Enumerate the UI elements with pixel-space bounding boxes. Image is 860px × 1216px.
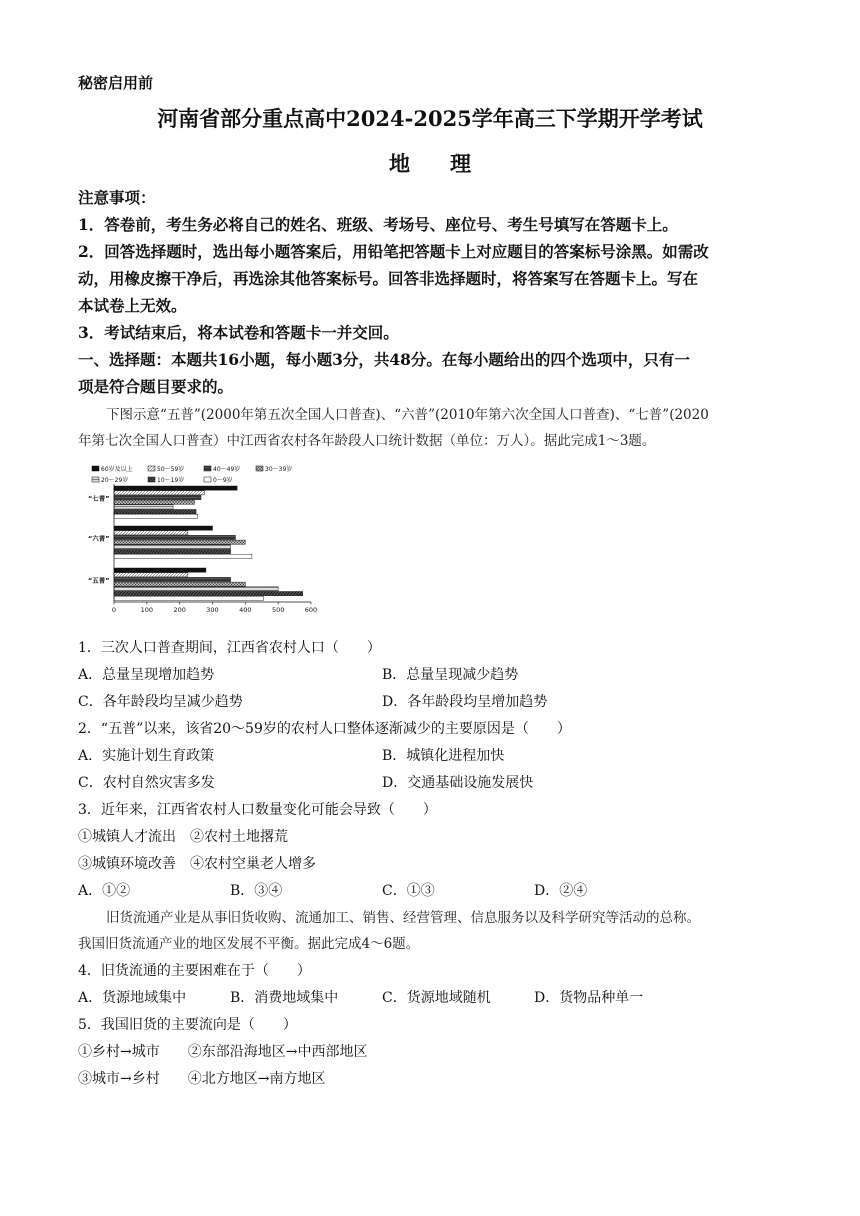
legend-swatch bbox=[92, 466, 99, 471]
x-tick-label: 600 bbox=[304, 606, 318, 614]
legend-label: 40～49岁 bbox=[213, 466, 241, 473]
bar bbox=[114, 582, 245, 586]
bar bbox=[114, 495, 201, 499]
bar bbox=[114, 531, 188, 535]
q4-stem: 4．旧货流通的主要困难在于（ ） bbox=[78, 963, 311, 979]
notice-item-2: 2．回答选择题时，选出每小题答案后，用铅笔把答题卡上对应题目的答案标号涂黑。如需改 bbox=[78, 242, 709, 261]
legend-swatch bbox=[92, 477, 99, 482]
legend-label: 60岁及以上 bbox=[101, 466, 133, 473]
x-tick-label: 300 bbox=[206, 606, 219, 614]
category-label: “五普” bbox=[88, 576, 110, 585]
section-heading: 一、选择题：本题共16小题，每小题3分，共48分。在每小题给出的四个选项中，只有一 bbox=[78, 350, 690, 369]
subject-title: 地理 bbox=[389, 151, 511, 176]
legend-swatch bbox=[148, 477, 155, 482]
q3-option-d: D．②④ bbox=[534, 883, 588, 899]
legend-swatch bbox=[148, 466, 155, 471]
q5-statements-2: ③城市→乡村 ④北方地区→南方地区 bbox=[78, 1071, 326, 1087]
bar bbox=[114, 568, 206, 572]
bar bbox=[114, 596, 263, 600]
bar bbox=[114, 505, 173, 509]
x-tick-label: 500 bbox=[271, 606, 285, 614]
bar bbox=[114, 550, 231, 554]
q2-option-d: D．交通基础设施发展快 bbox=[382, 775, 534, 791]
bar bbox=[114, 573, 188, 577]
q1-option-d: D．各年龄段均呈增加趋势 bbox=[382, 694, 548, 710]
legend-swatch bbox=[204, 477, 211, 482]
legend-label: 0～9岁 bbox=[213, 477, 233, 484]
bar bbox=[114, 526, 213, 530]
bar bbox=[114, 514, 198, 518]
notice-item-1: 1．答卷前，考生务必将自己的姓名、班级、考场号、座位号、考生号填写在答题卡上。 bbox=[78, 215, 678, 234]
q3-stem: 3．近年来，江西省农村人口数量变化可能会导致（ ） bbox=[78, 802, 437, 818]
bar bbox=[114, 592, 303, 596]
bar bbox=[114, 587, 278, 591]
notice-item-3: 3．考试结束后，将本试卷和答题卡一并交回。 bbox=[78, 323, 399, 342]
q2-option-a: A．实施计划生育政策 bbox=[78, 748, 215, 764]
notice-item-2-end: 本试卷上无效。 bbox=[78, 296, 187, 315]
q3-option-a: A．①② bbox=[78, 883, 131, 899]
q1-option-a: A．总量呈现增加趋势 bbox=[78, 667, 215, 683]
q1-option-b: B．总量呈现减少趋势 bbox=[382, 667, 519, 683]
x-tick-label: 0 bbox=[111, 606, 117, 614]
q3-statements-2: ③城镇环境改善 ④农村空巢老人增多 bbox=[78, 856, 316, 872]
q3-option-b: B．③④ bbox=[230, 883, 283, 899]
intro2-line1: 旧货流通产业是从事旧货收购、流通加工、销售、经营管理、信息服务以及科学研究等活动的总称。 bbox=[106, 910, 700, 926]
q1-option-c: C．各年龄段均呈减少趋势 bbox=[78, 694, 243, 710]
bar bbox=[114, 535, 235, 539]
q4-option-a: A．货源地域集中 bbox=[78, 990, 187, 1006]
bar bbox=[114, 500, 194, 504]
notice-heading: 注意事项： bbox=[78, 188, 156, 207]
x-tick-label: 400 bbox=[239, 606, 252, 614]
bar bbox=[114, 545, 231, 549]
section-heading-cont: 项是符合题目要求的。 bbox=[78, 377, 234, 396]
q2-stem: 2．“五普”以来，该省20～59岁的农村人口整体逐渐减少的主要原因是（ ） bbox=[78, 721, 571, 737]
legend-label: 30～39岁 bbox=[265, 466, 293, 473]
intro2-line2: 我国旧货流通产业的地区发展不平衡。据此完成4～6题。 bbox=[78, 936, 420, 952]
legend-swatch bbox=[256, 466, 263, 471]
q3-option-c: C．①③ bbox=[382, 883, 435, 899]
legend-swatch bbox=[204, 466, 211, 471]
q4-option-c: C．货源地域随机 bbox=[382, 990, 491, 1006]
bar bbox=[114, 510, 196, 514]
bar bbox=[114, 554, 252, 558]
bar bbox=[114, 486, 237, 490]
legend-label: 50～59岁 bbox=[157, 466, 185, 473]
legend-label: 20～29岁 bbox=[101, 477, 129, 484]
q5-stem: 5．我国旧货的主要流向是（ ） bbox=[78, 1017, 297, 1033]
population-bar-chart bbox=[86, 460, 331, 620]
category-label: “七普” bbox=[88, 494, 110, 503]
q5-statements-1: ①乡村→城市 ②东部沿海地区→中西部地区 bbox=[78, 1044, 368, 1060]
category-label: “六普” bbox=[88, 534, 110, 543]
q4-option-d: D．货物品种单一 bbox=[534, 990, 644, 1006]
notice-item-2-cont: 动，用橡皮擦干净后，再选涂其他答案标号。回答非选择题时，将答案写在答题卡上。写在 bbox=[78, 269, 699, 288]
bar bbox=[114, 540, 245, 544]
q2-option-c: C．农村自然灾害多发 bbox=[78, 775, 215, 791]
exam-title: 河南省部分重点高中2024-2025学年高三下学期开学考试 bbox=[157, 106, 703, 131]
q3-statements-1: ①城镇人才流出 ②农村土地撂荒 bbox=[78, 829, 288, 845]
q2-option-b: B．城镇化进程加快 bbox=[382, 748, 505, 764]
legend-label: 10～19岁 bbox=[157, 477, 185, 484]
intro1-line1: 下图示意“五普”(2000年第五次全国人口普查)、“六普”(2010年第六次全国人口普查)、“七普”(2020 bbox=[106, 407, 709, 423]
bar bbox=[114, 491, 204, 495]
q4-option-b: B．消费地域集中 bbox=[230, 990, 339, 1006]
secret-label: 秘密启用前 bbox=[78, 74, 154, 92]
bar bbox=[114, 577, 231, 581]
x-tick-label: 100 bbox=[140, 606, 154, 614]
q1-stem: 1．三次人口普查期间，江西省农村人口（ ） bbox=[78, 640, 381, 656]
intro1-line2: 年第七次全国人口普查）中江西省农村各年龄段人口统计数据（单位：万人）。据此完成1～3题。 bbox=[78, 433, 656, 449]
x-tick-label: 200 bbox=[173, 606, 186, 614]
